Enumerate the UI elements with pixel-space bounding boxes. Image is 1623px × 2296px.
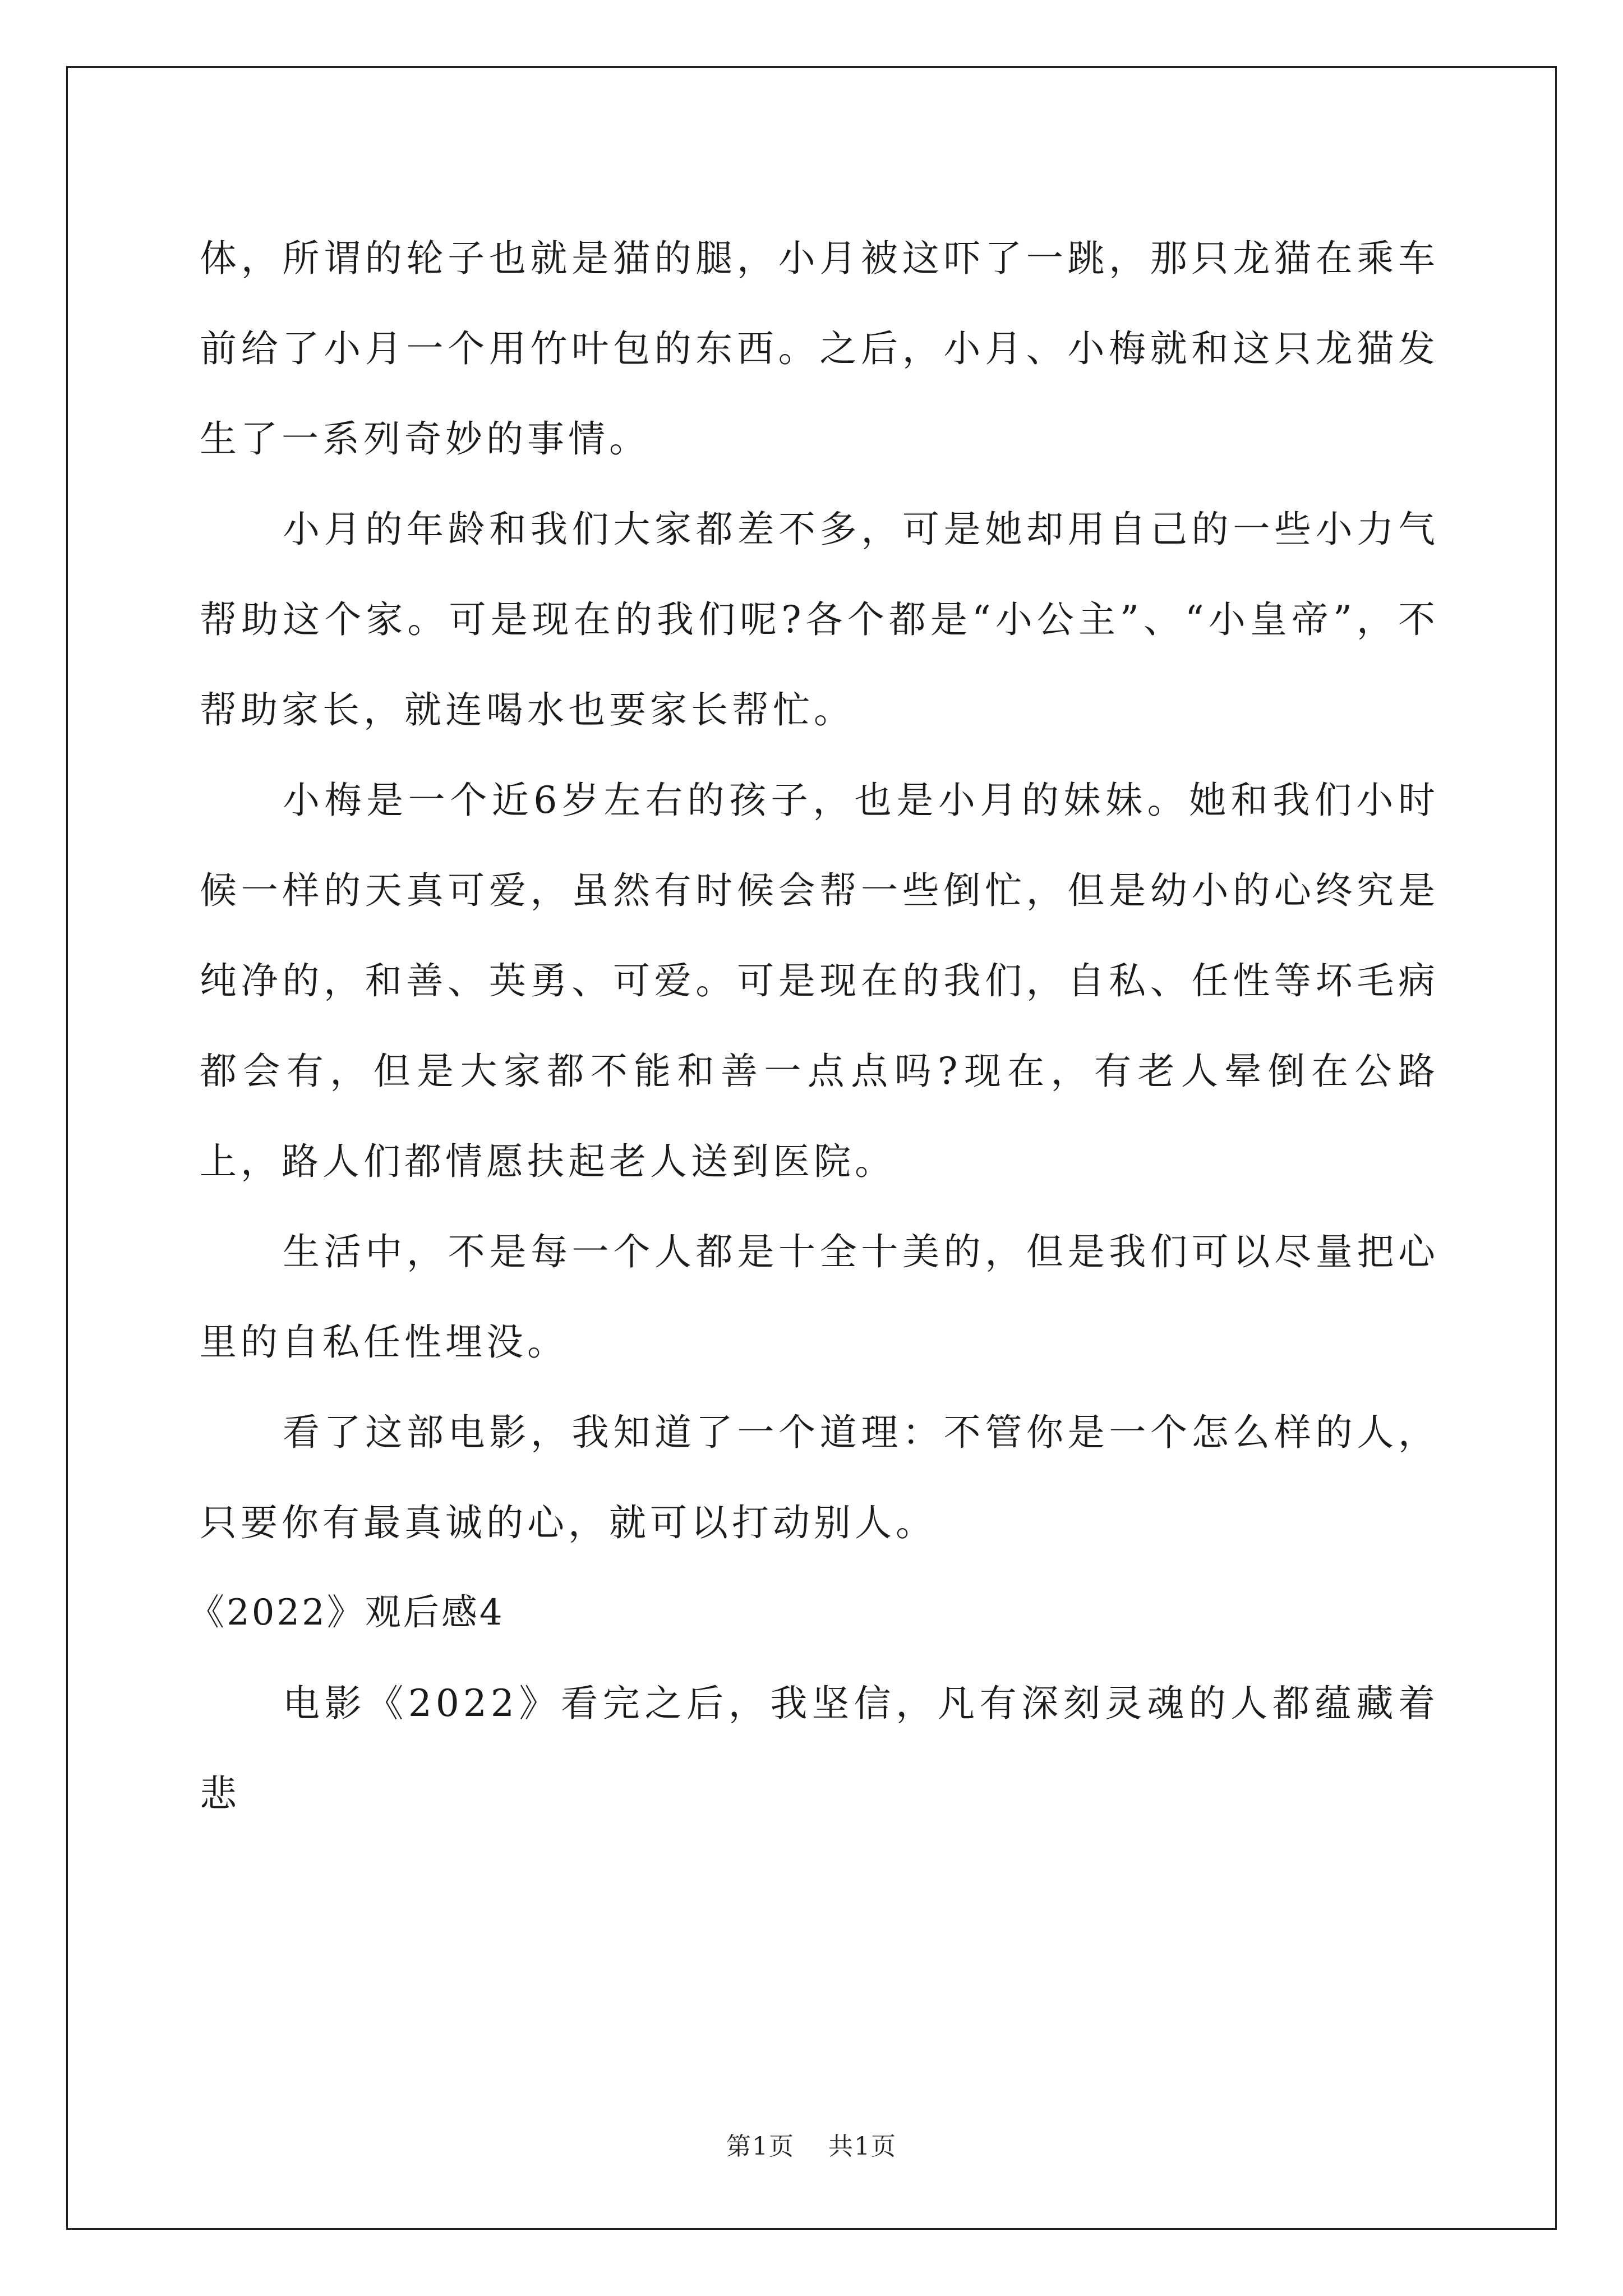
section-heading: 《2022》观后感4 bbox=[188, 1592, 505, 1634]
paragraph-4: 生活中，不是每一个人都是十全十美的，但是我们可以尽量把心里的自私任性埋没。 bbox=[200, 1230, 1439, 1364]
paragraph-1: 体，所谓的轮子也就是猫的腿，小月被这吓了一跳，那只龙猫在乘车前给了小月一个用竹叶包的东西。之后，小月、小梅就和这只龙猫发生了一系列奇妙的事情。 bbox=[200, 237, 1439, 461]
document-body bbox=[188, 213, 1439, 1839]
page-total: 共1页 bbox=[828, 2132, 897, 2161]
page-number: 第1页 bbox=[726, 2132, 795, 2161]
paragraph-3: 小梅是一个近6岁左右的孩子，也是小月的妹妹。她和我们小时候一样的天真可爱，虽然有时候会帮一些倒忙，但是幼小的心终究是纯净的，和善、英勇、可爱。可是现在的我们，自私、任性等坏毛病都会有，但是大家都不能和善一点点吗?现在，有老人晕倒在公路上，路人们都情愿扶起老人送到医院。 bbox=[200, 779, 1439, 1183]
page-footer bbox=[0, 2126, 1623, 2162]
paragraph-6: 电影《2022》看完之后，我坚信，凡有深刻灵魂的人都蕴藏着悲 bbox=[200, 1682, 1439, 1815]
paragraph-2: 小月的年龄和我们大家都差不多，可是她却用自己的一些小力气帮助这个家。可是现在的我们呢?各个都是“小公主”、“小皇帝”，不帮助家长，就连喝水也要家长帮忙。 bbox=[200, 508, 1439, 731]
paragraph-5: 看了这部电影，我知道了一个道理：不管你是一个怎么样的人，只要你有最真诚的心，就可以打动别人。 bbox=[200, 1411, 1439, 1544]
